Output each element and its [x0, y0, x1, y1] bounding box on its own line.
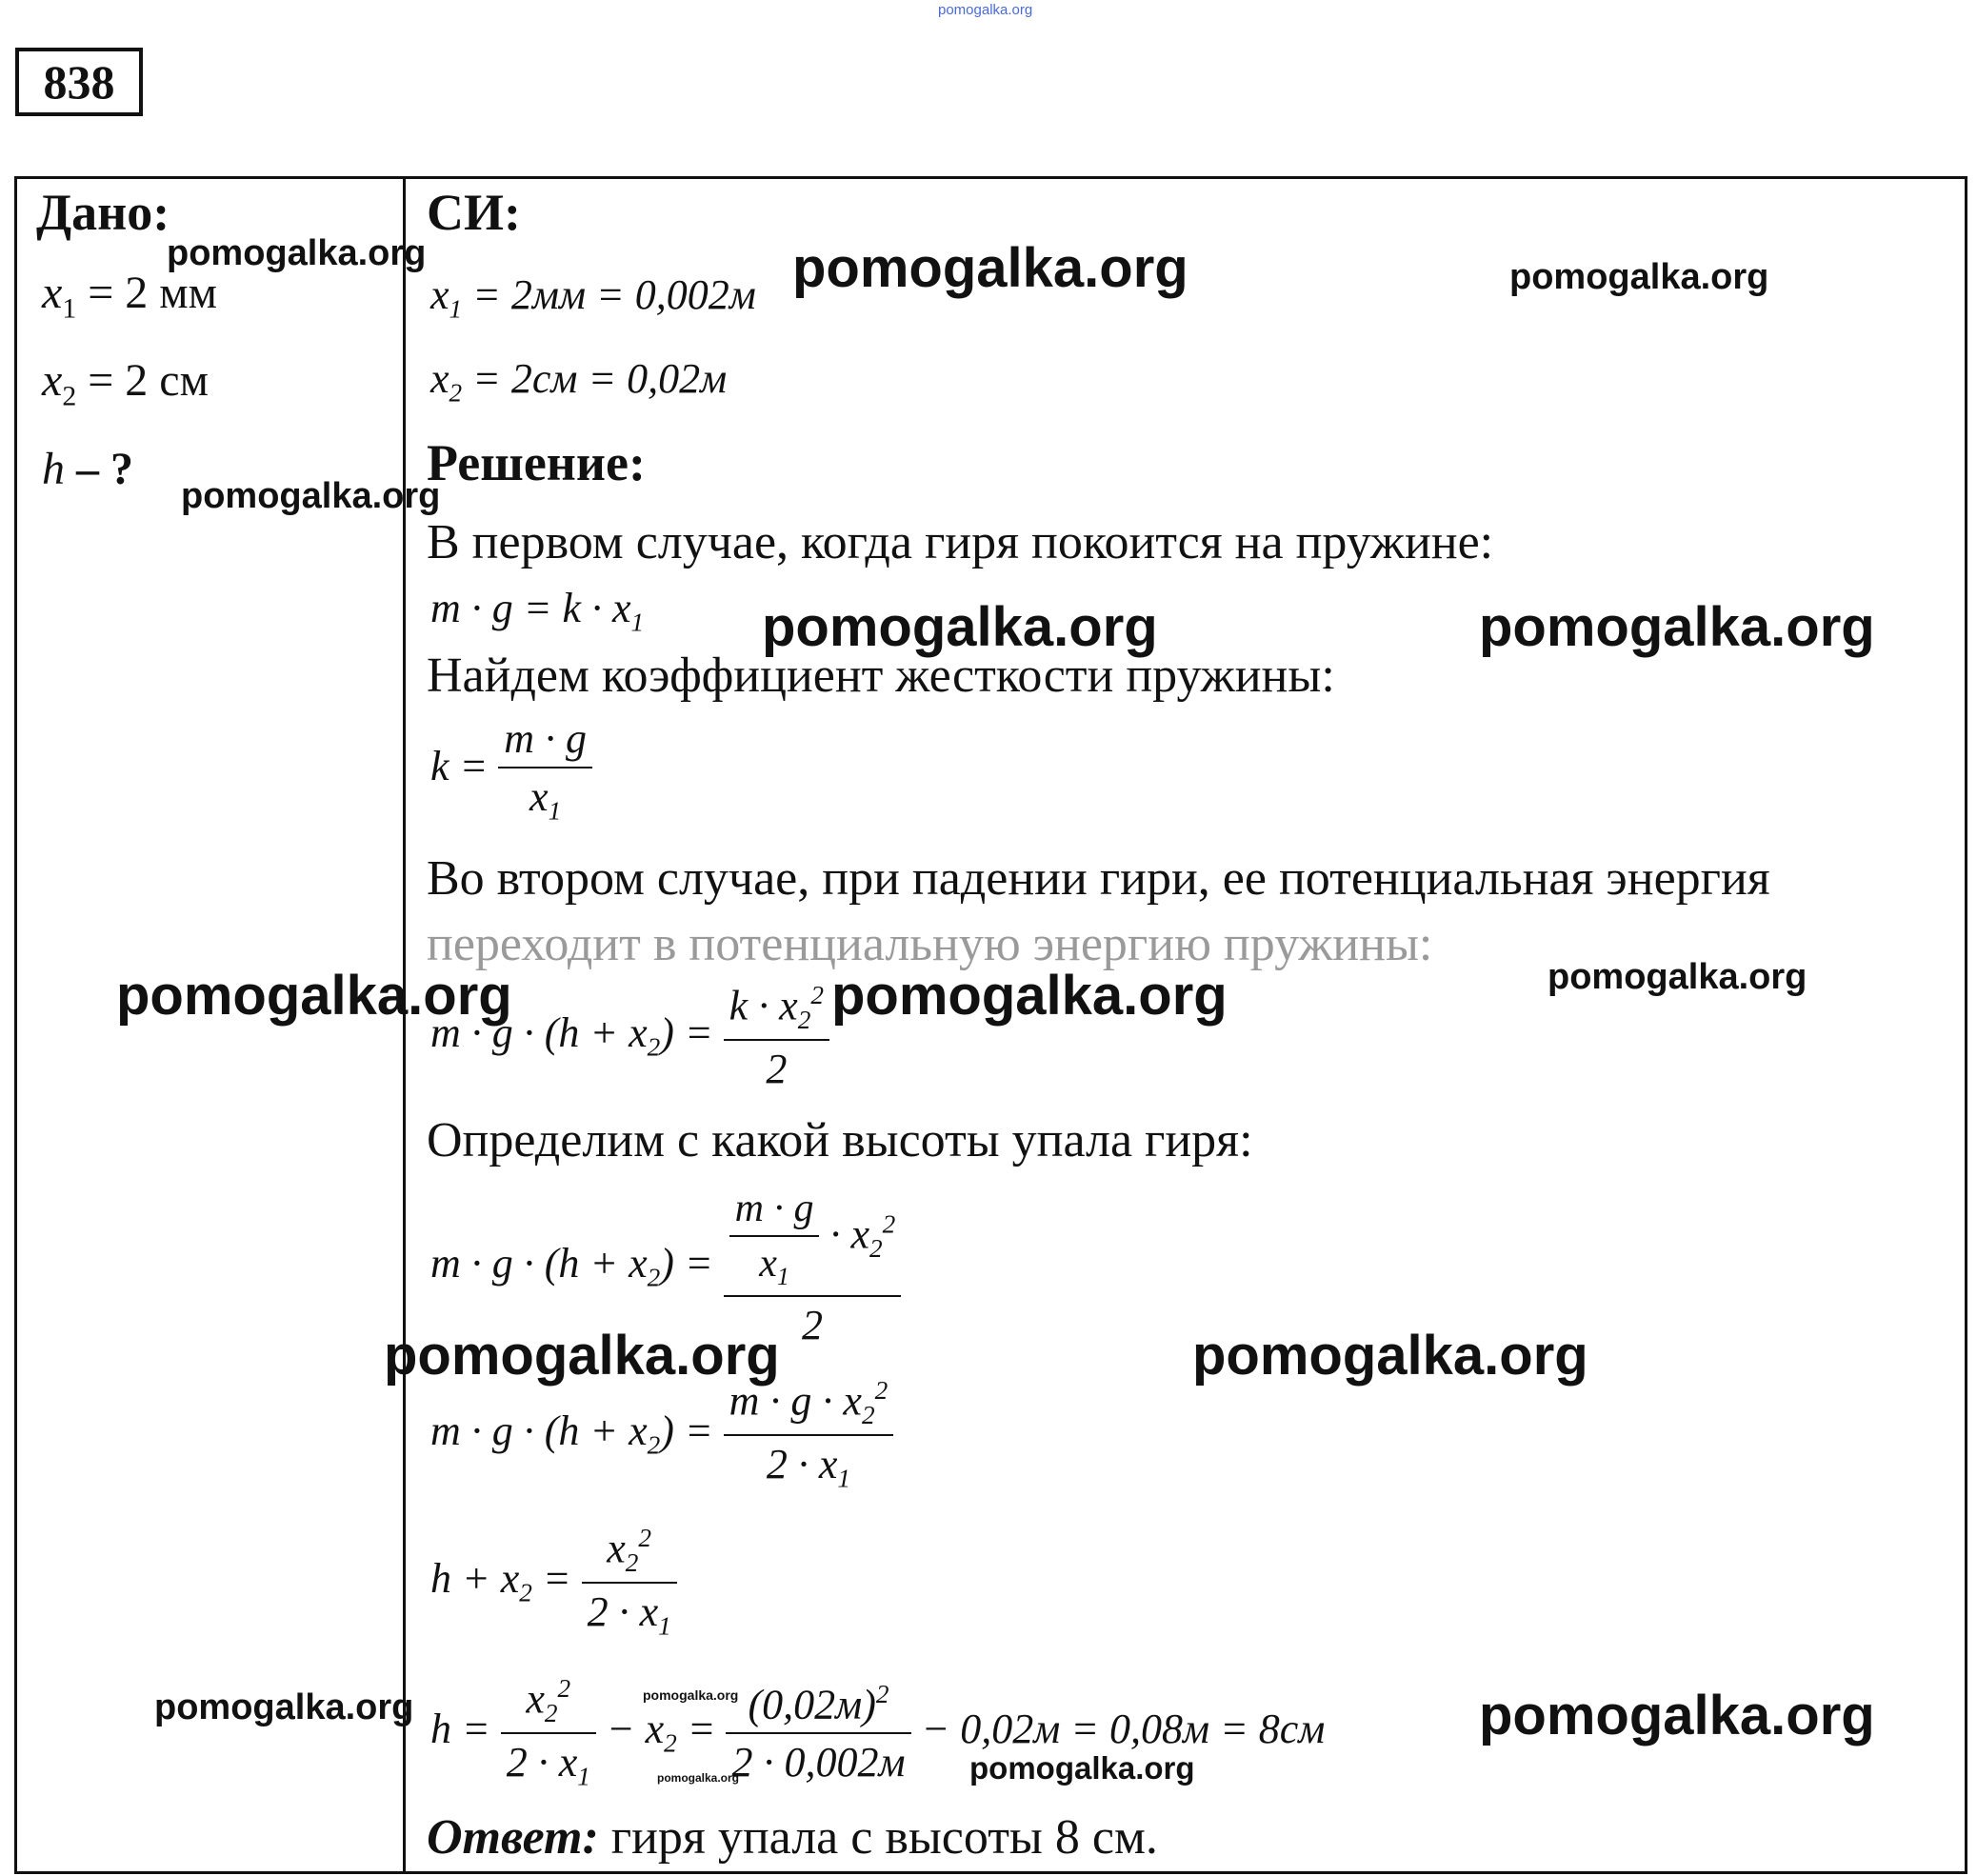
watermark: pomogalka.org: [969, 1750, 1195, 1786]
problem-number: 838: [15, 48, 143, 116]
si-x2: $x_2 = 2см = 0,02м$: [430, 355, 728, 408]
watermark: pomogalka.org: [1479, 596, 1875, 658]
watermark: pomogalka.org: [643, 1687, 739, 1703]
top-watermark: pomogalka.org: [938, 2, 1033, 18]
watermark: pomogalka.org: [167, 233, 427, 273]
solution-line-2: Найдем коэффициент жесткости пружины:: [427, 649, 1335, 703]
watermark: pomogalka.org: [762, 596, 1158, 658]
solution-line-1: В первом случае, когда гиря покоится на пружине:: [427, 515, 1494, 569]
given-header: Дано:: [36, 184, 170, 241]
watermark: pomogalka.org: [1548, 957, 1807, 997]
equation-substitute: $m \cdot g \cdot (h + x_2)$ = $\frac{m \cdot g}{x_1}$ · $x_2^2$ 2: [430, 1186, 901, 1349]
watermark: pomogalka.org: [1479, 1685, 1875, 1746]
equation-simplified: $m \cdot g \cdot (h + x_2)$ = $\frac{m \cdot g \cdot x_2^2}{2 \cdot x_1}$: [430, 1376, 893, 1493]
answer: Ответ: гиря упала с высоты 8 см.: [427, 1810, 1158, 1865]
solution-header: Решение:: [427, 434, 646, 491]
watermark: pomogalka.org: [1192, 1325, 1588, 1387]
si-header: СИ:: [427, 184, 521, 241]
equation-k: k = $\frac{m \cdot g}{x_1}$: [430, 714, 592, 827]
watermark: pomogalka.org: [116, 965, 512, 1027]
given-x2: $x_2 = 2$ см: [42, 355, 209, 412]
equation-1: $m \cdot g = k \cdot x_1$: [430, 585, 645, 637]
watermark: pomogalka.org: [384, 1325, 780, 1387]
given-h: h – ?: [42, 444, 133, 494]
solution-line-5: Определим с какой высоты упала гиря:: [427, 1113, 1253, 1168]
given-x1: $x_1 = 2$ мм: [42, 268, 218, 325]
equation-height-sum: $h + x_2$ = $\frac{x_2^2}{2 \cdot x_1}$: [430, 1524, 677, 1641]
si-x1: $x_1 = 2мм = 0,002м$: [430, 271, 756, 324]
watermark: pomogalka.org: [831, 965, 1228, 1027]
watermark: pomogalka.org: [154, 1687, 414, 1727]
watermark: pomogalka.org: [1509, 257, 1769, 297]
watermark: pomogalka.org: [792, 237, 1188, 299]
equation-energy: $m \cdot g \cdot (h + x_2)$ = $\frac{k \cdot x_2^2}{2}$: [430, 981, 829, 1093]
equation-final: h = $\frac{x_2^2}{2 \cdot x_1}$ − $x_2$ = $\frac{(0,02м)^2}{2 \cdot 0,002м}$ − 0,02м = 0,08м = 8см: [430, 1674, 1326, 1791]
watermark: pomogalka.org: [657, 1771, 740, 1785]
solution-line-4: переходит в потенциальную энергию пружины:: [427, 917, 1433, 971]
watermark: pomogalka.org: [181, 476, 441, 516]
solution-line-3: Во втором случае, при падении гири, ее потенциальная энергия: [427, 851, 1770, 906]
